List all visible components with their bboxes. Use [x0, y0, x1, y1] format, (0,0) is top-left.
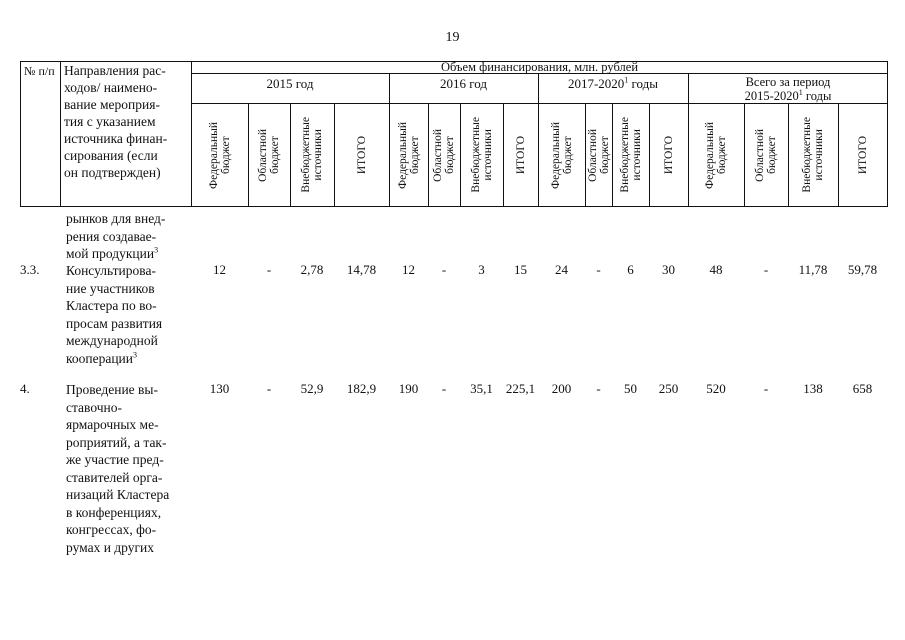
- footnote-marker: 1: [798, 87, 803, 97]
- period-label-text: 2017-2020: [567, 76, 625, 91]
- cell-value: 6: [627, 262, 634, 277]
- subcol-label: ИТОГО: [662, 135, 675, 175]
- subcol-federal-2017: [538, 106, 585, 204]
- subcol-label: Внебюджетные источники: [618, 117, 643, 193]
- col-direction-header: Направления рас- ходов/ наимено- вание мероприя- тия с указанием источника финан- сирования (если он подтвержден): [64, 63, 168, 180]
- header-left-border: [20, 61, 21, 207]
- row-name-text: Консультирова- ние участников Кластера по во- просам развития международной кооперации: [66, 263, 163, 366]
- cell-value: 12: [213, 262, 226, 277]
- period-label-suffix: годы: [802, 89, 832, 103]
- subcol-offbudget-2015: [290, 106, 334, 204]
- row-number: 3.3.: [20, 262, 40, 277]
- cell-value: 50: [624, 381, 637, 396]
- subcol-federal-2015: [191, 106, 248, 204]
- cell-value: 11,78: [798, 262, 828, 277]
- col-num-header: № п/п: [24, 64, 55, 78]
- row-name: [66, 381, 194, 556]
- footnote-marker: 1: [624, 75, 629, 85]
- subcol-label: Внебюджетные источники: [300, 117, 324, 193]
- subcol-label: Федеральный бюджет: [396, 121, 421, 189]
- cell-value: 225,1: [505, 381, 536, 396]
- cell-value: 59,78: [847, 262, 878, 277]
- period-label-text: 2015-2020: [744, 89, 799, 103]
- cell-value: -: [596, 262, 601, 277]
- row-name: [66, 210, 194, 263]
- subcol-total-2017: [649, 106, 688, 204]
- subcol-label: Областной бюджет: [754, 128, 778, 182]
- subcol-label: Федеральный бюджет: [207, 121, 232, 189]
- cell-value: 15: [514, 262, 527, 277]
- cell-value: 30: [662, 262, 675, 277]
- subcol-federal-total: [688, 106, 744, 204]
- cell-value: 24: [555, 262, 568, 277]
- cell-value: 658: [852, 381, 873, 396]
- subcol-regional-total: [744, 106, 788, 204]
- subcol-label: ИТОГО: [514, 135, 527, 175]
- cell-value: -: [441, 381, 447, 396]
- footnote-marker: 3: [154, 245, 159, 255]
- page-number: 19: [445, 30, 460, 45]
- period-total-label: [688, 75, 888, 103]
- col-divider-num: [60, 61, 61, 207]
- subcol-federal-2016: [389, 106, 428, 204]
- period-2015-label: 2015 год: [266, 76, 314, 91]
- row-name-text: Проведение вы- ставочно- ярмарочных ме- роприятий, а так- же участие пред- ставителей орга- низаций Кластера в конференциях, конгрессах, фо- румах и других: [66, 382, 170, 555]
- subcol-total-total: [838, 106, 887, 204]
- subcol-regional-2016: [428, 106, 460, 204]
- subcol-regional-2015: [248, 106, 290, 204]
- cell-value: 52,9: [300, 381, 324, 396]
- cell-value: 138: [803, 381, 823, 396]
- cell-value: 2,78: [300, 262, 324, 277]
- subcol-label: Федеральный бюджет: [549, 121, 574, 189]
- subcol-label: Областной бюджет: [257, 128, 281, 182]
- header-bottom-border: [20, 206, 888, 207]
- cell-value: -: [763, 262, 769, 277]
- cell-value: 3: [478, 262, 485, 277]
- cell-value: 190: [398, 381, 419, 396]
- period-2017-2020-label: [538, 76, 688, 92]
- subcol-label: ИТОГО: [355, 135, 368, 175]
- period-total-line2: [688, 89, 888, 103]
- subcol-offbudget-2017: [612, 106, 649, 204]
- subcol-label: Внебюджетные источники: [469, 117, 494, 193]
- subcol-label: Областной бюджет: [432, 128, 456, 182]
- periods-divider: [191, 103, 888, 104]
- subcol-total-2016: [503, 106, 538, 204]
- cell-value: -: [441, 262, 447, 277]
- cell-value: 520: [706, 381, 726, 396]
- subcol-offbudget-2016: [460, 106, 503, 204]
- row-name-text: рынков для внед- рения создавае- мой продукции: [66, 211, 166, 261]
- period-2016-label: 2016 год: [440, 76, 487, 91]
- subcol-label: Областной бюджет: [586, 128, 611, 182]
- cell-value: 48: [709, 262, 723, 277]
- cell-value: 130: [209, 381, 230, 396]
- cell-value: 12: [402, 262, 415, 277]
- cell-value: -: [266, 381, 272, 396]
- period-total-line1: Всего за период: [745, 75, 831, 89]
- cell-value: -: [763, 381, 769, 396]
- cell-value: -: [266, 262, 272, 277]
- subcol-total-2015: [334, 106, 389, 204]
- subcol-regional-2017: [585, 106, 612, 204]
- row-name: [66, 262, 194, 367]
- footnote-marker: 3: [133, 350, 138, 359]
- funding-title: Объем финансирования, млн. рублей: [440, 60, 639, 74]
- subcol-label: Федеральный бюджет: [704, 121, 728, 189]
- row-number: 4.: [20, 381, 30, 396]
- period-label-suffix: годы: [628, 76, 659, 91]
- cell-value: 200: [551, 381, 572, 396]
- cell-value: -: [596, 381, 601, 396]
- cell-value: 182,9: [346, 381, 377, 396]
- subcol-label: ИТОГО: [856, 135, 869, 175]
- cell-value: 14,78: [346, 262, 377, 277]
- cell-value: 250: [658, 381, 679, 396]
- table-header: [20, 61, 888, 207]
- cell-value: 35,1: [470, 381, 493, 396]
- subcol-offbudget-total: [788, 106, 838, 204]
- subcol-label: Внебюджетные источники: [801, 117, 825, 193]
